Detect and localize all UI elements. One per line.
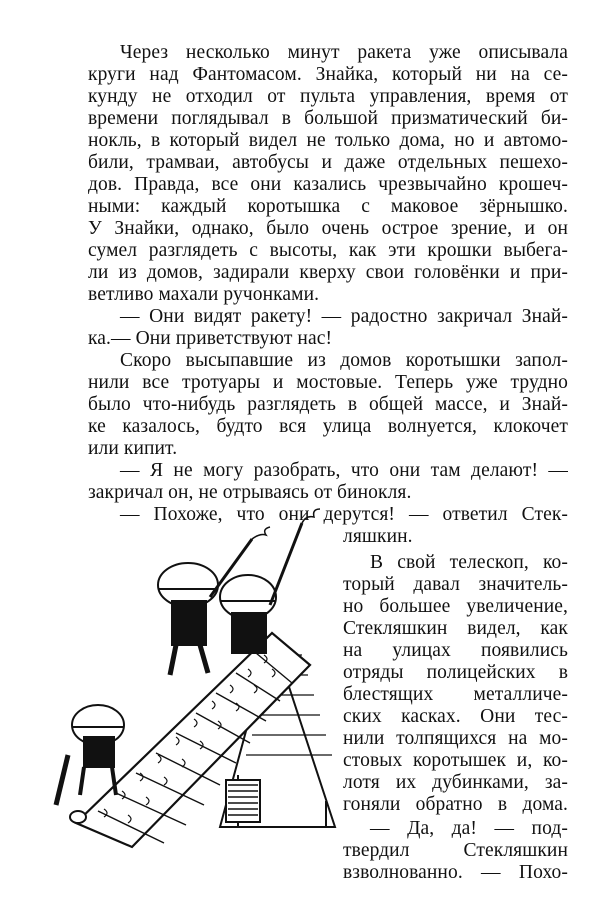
text-line: ляшкин. [343,526,413,547]
policeman-right [220,509,320,653]
text-line: — Они видят ракету! — радостно закричал Знай- [120,306,568,327]
text-line: было что-нибудь разглядеть в общей массе, и Знай- [88,394,568,415]
text-line: времени поглядывал в большой призматический би- [88,108,568,129]
roof-policemen-illustration [40,505,340,865]
text-line: блестящих металличе- [343,684,568,705]
text-line: но большее увеличение, [343,596,568,617]
text-line: стовых коротышек и, ко- [343,750,568,771]
text-line: закричал он, не отрываясь от бинокля. [88,482,412,503]
text-line: торый давал значитель- [343,574,568,595]
text-line: У Знайки, однако, было очень острое зрение, и он [88,218,568,239]
text-line: — Да, да! — под- [370,818,568,839]
text-line: Скоро высыпавшие из домов коротышки запол- [120,350,568,371]
text-line: ными: каждый коротышка с маковое зёрнышко. [88,196,568,217]
text-line: кунду не отходил от пульта управления, время от [88,86,568,107]
text-line: ке казалось, будто вся улица волнуется, клокочет [88,416,568,437]
text-line: взволнованно. — Похо- [343,862,568,883]
text-line: круги над Фантомасом. Знайка, который ни на се- [88,64,568,85]
text-line: гоняли обратно в дома. [343,794,568,815]
text-line: ских касках. Они тес- [343,706,568,727]
text-line: дов. Правда, все они казались чрезвычайно крошеч- [88,174,568,195]
text-line: — Похоже, что они дерутся! — ответил Стек- [120,504,568,525]
text-line: нили толпящихся на мо- [343,728,568,749]
text-line: ли из домов, задирали кверху свои головёнки и при- [88,262,568,283]
text-line: — Я не могу разобрать, что они там делают! — [120,460,568,481]
text-line: нили все тротуары и мостовые. Теперь уже трудно [88,372,568,393]
text-line: лотя их дубинками, за- [343,772,568,793]
text-line: Стекляшкин видел, как [343,618,568,639]
text-line: Через несколько минут ракета уже описывала [120,42,568,63]
text-line: на улицах появились [343,640,568,661]
text-line: отряды полицейских в [343,662,568,683]
text-line: били, трамваи, автобусы и даже отдельных пешехо- [88,152,568,173]
text-line: или кипит. [88,438,178,459]
text-line: сумел разглядеть с высоты, как эти крошки выбега- [88,240,568,261]
text-line: нокль, в который видел не только дома, но и автомо- [88,130,568,151]
text-line: ка.— Они приветствуют нас! [88,328,333,349]
text-line: ветливо махали ручонками. [88,284,320,305]
text-line: В свой телескоп, ко- [370,552,568,573]
text-line: твердил Стекляшкин [343,840,568,861]
